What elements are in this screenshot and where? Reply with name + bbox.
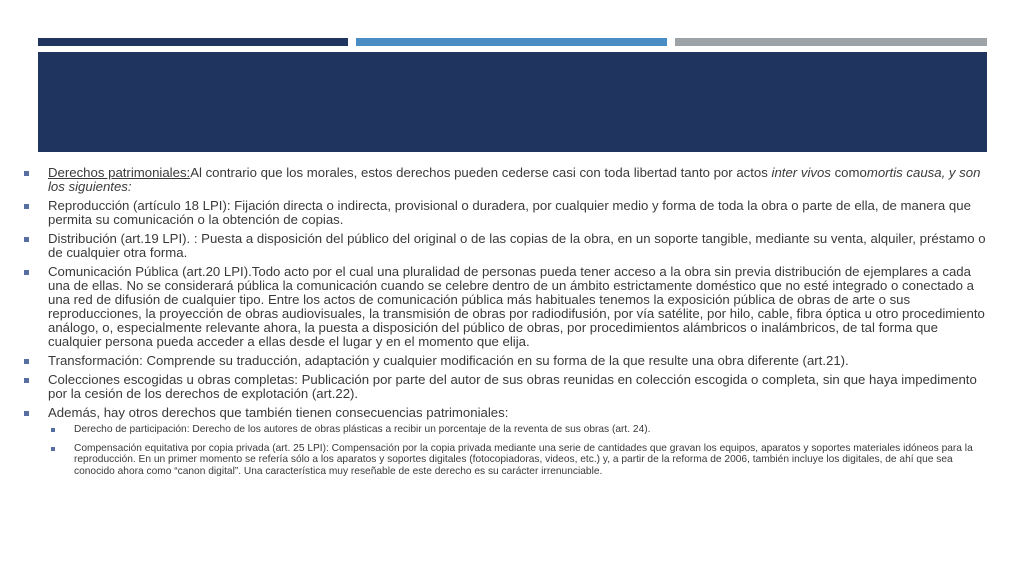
item-text: como <box>830 165 867 180</box>
item-italic-text: mortis causa, y son los siguientes: <box>48 165 981 194</box>
item-text: Comunicación Pública (art.20 LPI).Todo acto por el cual una pluralidad de personas pueda tener acceso a la obra sin previa distribución de ejemplares a cada una de ellas. No se considerará pública la comunicación cuando se celebre dentro de un ámbito estrictamente doméstico que no esté integrado o conectado a una red de difusión de cualquier tipo. Entre los actos de comunicación pública más habituales tenemos la exposición pública de obras de arte o sus reproducciones, la proyección de obras audiovisuales, la transmisión de obras por radiodifusión, por vía satélite, por hilo, cable, fibra óptica u otro procedimiento análogo, o, especialmente relevante ahora, la puesta a disposición del público de obras, por procedimientos alámbricos o inalámbricos, de tal forma que cualquier persona pueda acceder a ellas desde el lugar y en el momento que elija. <box>48 264 985 349</box>
item-label: Derechos patrimoniales: <box>48 165 191 180</box>
top-accent-bar-dark <box>38 38 348 46</box>
top-accent-bar-blue <box>356 38 667 46</box>
item-text: Distribución (art.19 LPI). : Puesta a disposición del público del original o de las copias de la obra, en un soporte tangible, mediante su venta, alquiler, préstamo o de cualquier otra forma. <box>48 231 986 260</box>
title-banner <box>38 52 987 152</box>
sub-item-text: Compensación equitativa por copia privada (art. 25 LPI): Compensación por la copia privada mediante una serie de cantidades que gravan los equipos, aparatos y soportes materiales idóneos para la reproducción. En un primer momento se refería sólo a los aparatos y soportes digitales (fotocopiadoras, videos, etc.) y, a partir de la reforma de 2006, también incluye los digitales, de ahí que sea conocido ahora como “canon digital”. Una característica muy reseñable de este derecho es su carácter irrenunciable. <box>74 442 973 477</box>
sub-bullet-list <box>48 424 994 477</box>
list-item-colecciones <box>22 373 994 401</box>
top-accent-bar-gray <box>675 38 987 46</box>
list-item-otros-derechos <box>22 406 994 477</box>
item-text: Al contrario que los morales, estos derechos pueden cederse casi con toda libertad tanto por actos <box>190 165 772 180</box>
item-text: Colecciones escogidas u obras completas: Publicación por parte del autor de sus obras reunidas en colección escogida o completa, sin que haya impedimento por la cesión de los derechos de explotación (art.22). <box>48 372 977 401</box>
sub-item-text: Derecho de participación: Derecho de los autores de obras plásticas a recibir un porcentaje de la reventa de sus obras (art. 24). <box>74 424 651 435</box>
list-item-distribucion <box>22 232 994 260</box>
item-italic-text: inter vivos <box>771 165 831 180</box>
slide-body <box>22 166 994 484</box>
list-item-derechos-patrimoniales <box>22 166 994 194</box>
item-text: Reproducción (artículo 18 LPI): Fijación directa o indirecta, provisional o duradera, por cualquier medio y forma de toda la obra o parte de ella, de manera que permita su comunicación o la obtención de copias. <box>48 198 971 227</box>
list-item-transformacion <box>22 354 994 368</box>
list-item-comunicacion-publica <box>22 265 994 349</box>
item-text: Además, hay otros derechos que también tienen consecuencias patrimoniales: <box>48 405 509 420</box>
bullet-list <box>22 166 994 477</box>
list-item-reproduccion <box>22 199 994 227</box>
sub-item-derecho-participacion <box>48 424 994 436</box>
item-text: Transformación: Comprende su traducción, adaptación y cualquier modificación en su forma de la que resulte una obra diferente (art.21). <box>48 353 849 368</box>
sub-item-compensacion-copia-privada <box>48 443 994 478</box>
